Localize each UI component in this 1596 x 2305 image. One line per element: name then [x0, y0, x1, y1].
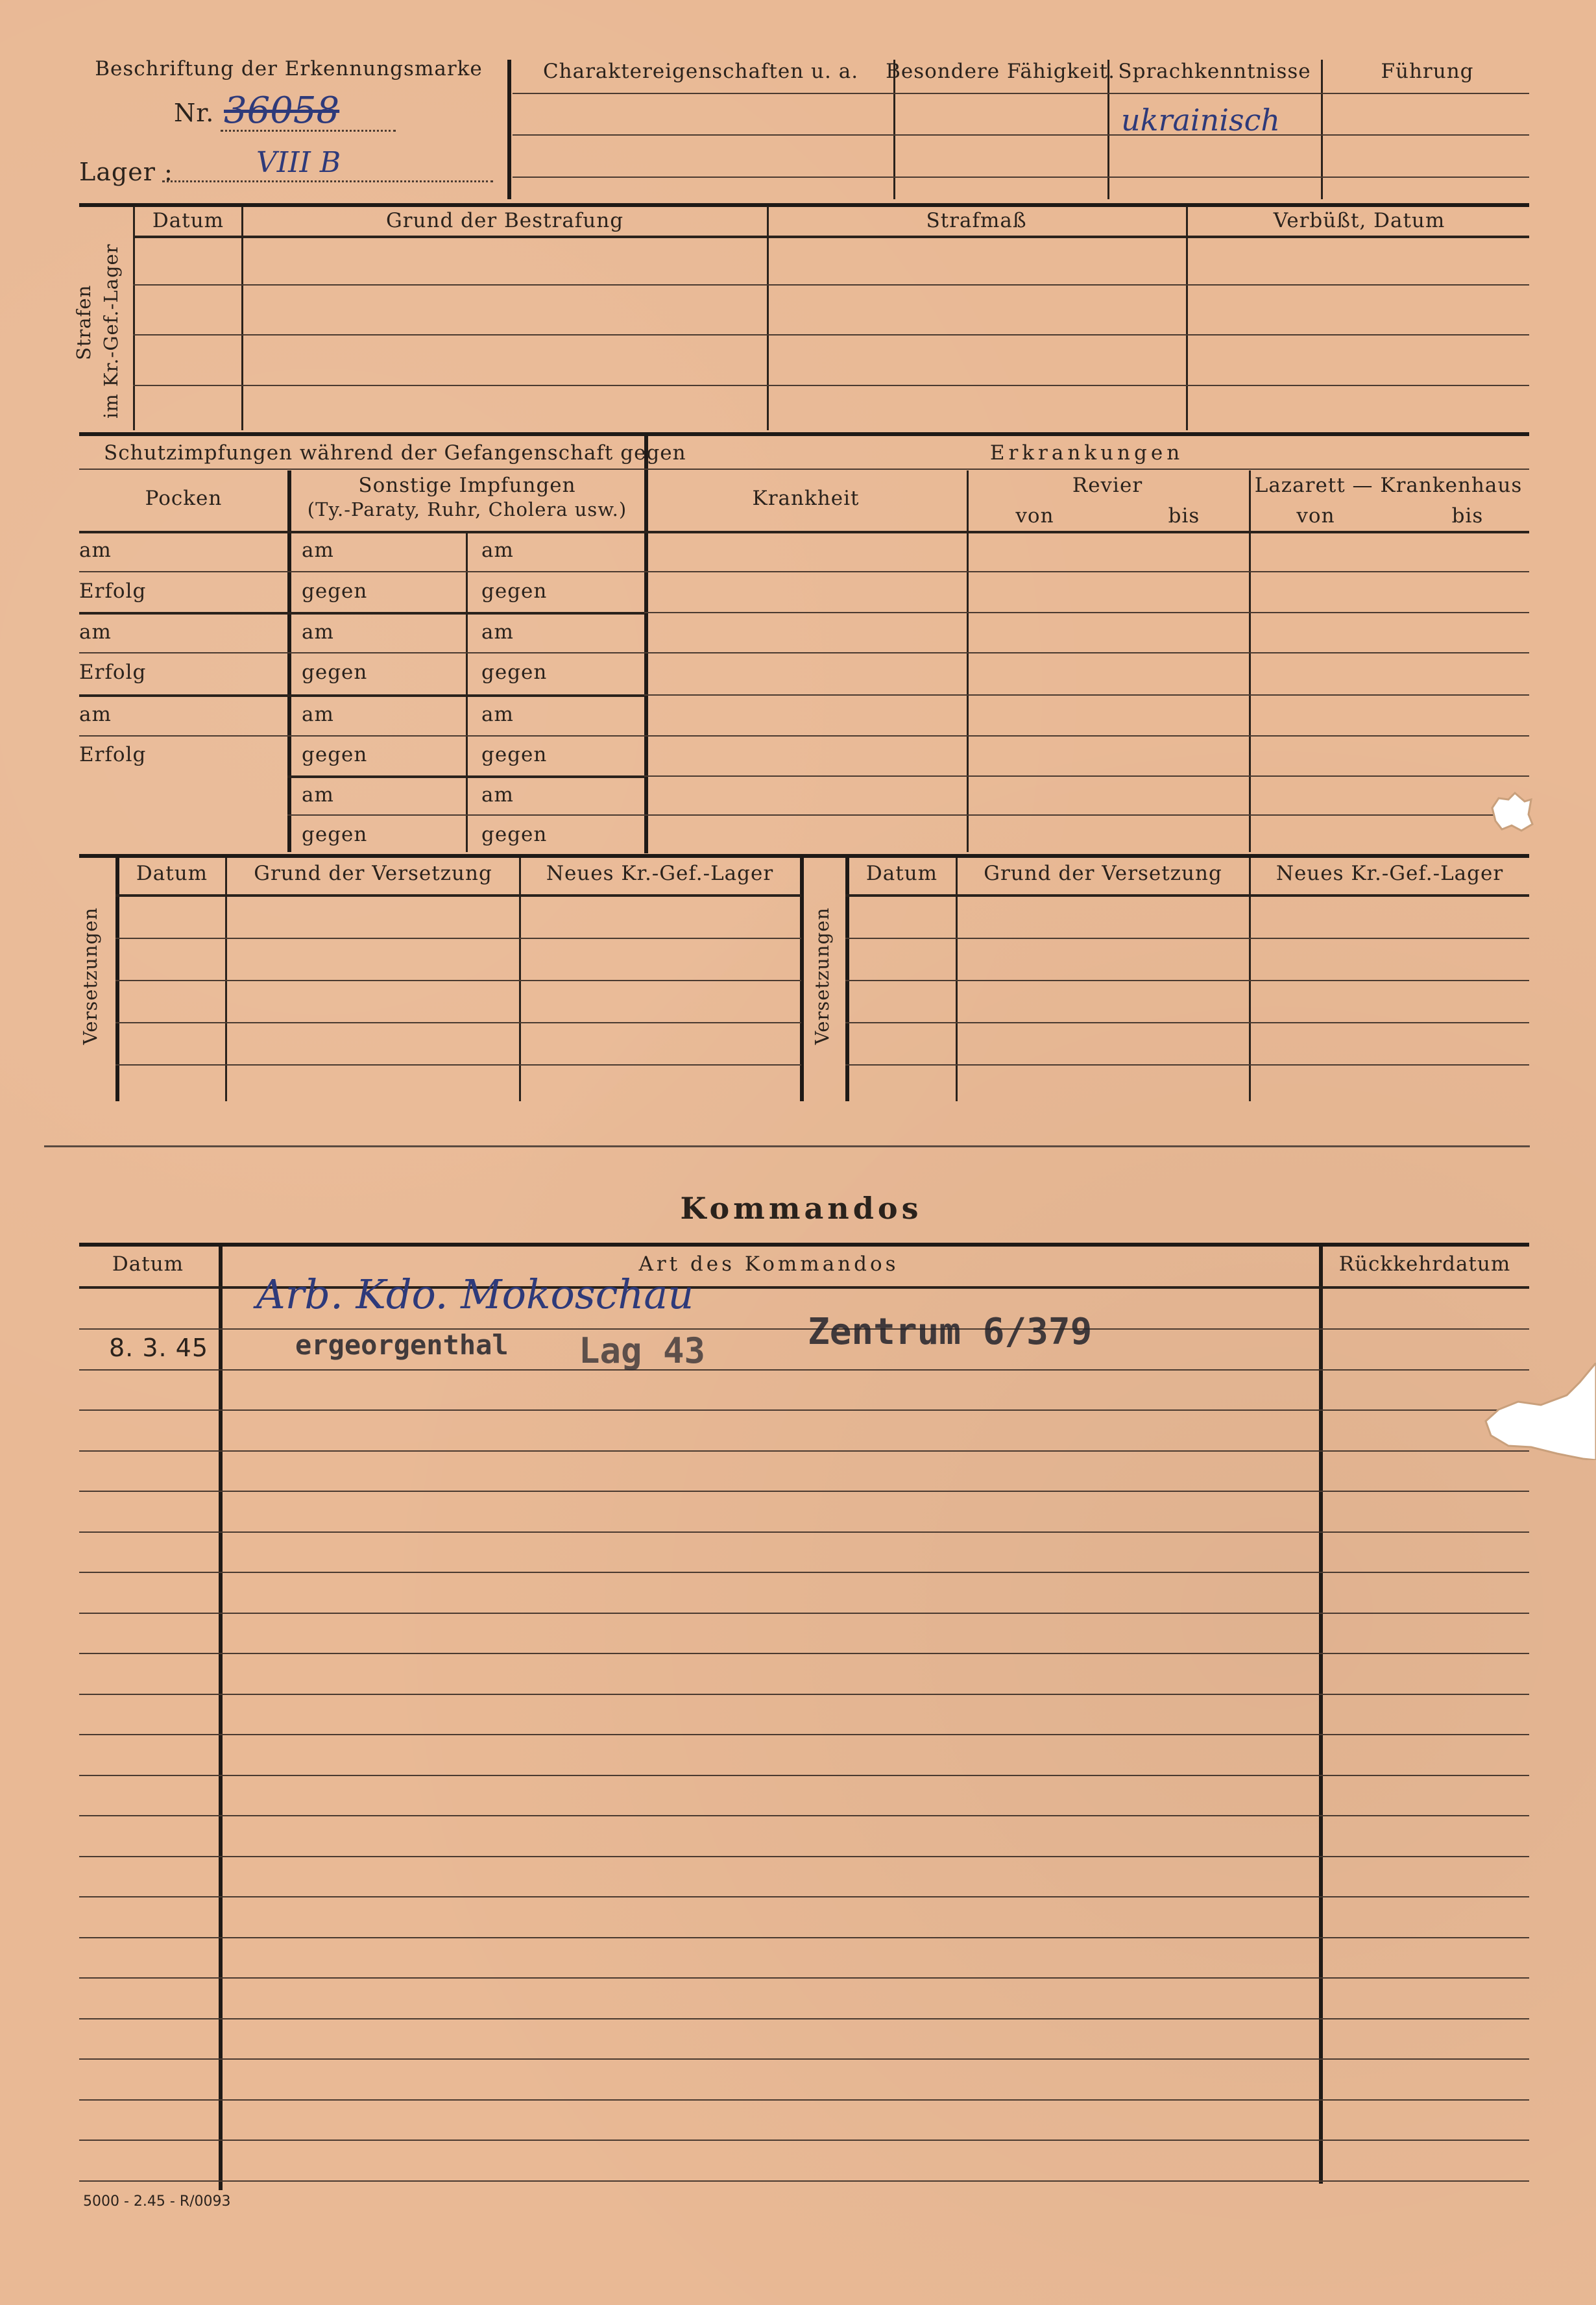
- pox-row: am: [79, 703, 112, 726]
- rule: [79, 694, 645, 697]
- transfer-col-date: Datum: [865, 862, 938, 885]
- vacc-title: Schutzimpfungen während der Gefangenschaft gegen: [104, 441, 686, 465]
- penalty-col-date: Datum: [152, 209, 224, 232]
- pox-row: am: [79, 620, 112, 644]
- kommando-rule: [79, 1450, 1529, 1452]
- rule: [644, 775, 1529, 777]
- kommando-rule: [79, 1531, 1529, 1533]
- transfer-side-label-left: Versetzungen: [79, 907, 101, 1045]
- kommando-rule: [79, 1694, 1529, 1695]
- rule: [79, 612, 645, 615]
- penalty-side-label-2: im Kr.-Gef.-Lager: [100, 243, 122, 419]
- vacc-row: am: [302, 539, 334, 562]
- penalty-col-served: Verbüßt, Datum: [1273, 209, 1445, 232]
- vacc-row: am: [302, 783, 334, 807]
- kommando-rule: [79, 1977, 1529, 1979]
- pox-row: Erfolg: [79, 579, 147, 603]
- vacc-row: gegen: [481, 823, 548, 846]
- rule: [845, 980, 1529, 981]
- rule: [133, 284, 1529, 286]
- vacc-row: am: [302, 703, 334, 726]
- transfer-col-reason: Grund der Versetzung: [254, 862, 492, 885]
- rule: [115, 938, 801, 939]
- rule: [845, 894, 1529, 897]
- rule: [133, 334, 1529, 335]
- language-label: Sprachkenntnisse: [1118, 60, 1311, 83]
- ill-divider: [967, 470, 969, 852]
- penalty-divider: [133, 206, 135, 430]
- vacc-row: gegen: [481, 579, 548, 603]
- kommando-divider: [1319, 1246, 1323, 2184]
- print-code: 5000 - 2.45 - R/0093: [83, 2193, 231, 2210]
- hospital-label: Lazarett — Krankenhaus: [1254, 474, 1523, 497]
- revier-from: von: [1015, 504, 1054, 528]
- character-label: Charaktereigenschaften u. a.: [542, 60, 859, 83]
- other-vacc-label-1: Sonstige Impfungen: [358, 474, 576, 497]
- lager-underline: [162, 180, 493, 182]
- kommando-rule: [79, 1815, 1529, 1816]
- vacc-row: gegen: [302, 579, 368, 603]
- hospital-to: bis: [1451, 504, 1484, 528]
- section-border: [79, 1243, 1529, 1247]
- rule: [133, 385, 1529, 386]
- kommando-rule: [79, 1572, 1529, 1573]
- penalty-divider: [767, 206, 769, 430]
- kommandos-title: Kommandos: [680, 1191, 923, 1226]
- penalty-divider: [1186, 206, 1188, 430]
- rule: [513, 134, 1529, 136]
- rule: [115, 894, 801, 897]
- penalty-col-sentence: Strafmaß: [926, 209, 1027, 232]
- lager-label: Lager :: [79, 158, 173, 186]
- section-border: [79, 203, 1529, 207]
- rule: [287, 775, 645, 778]
- rule: [79, 531, 1529, 533]
- transfer-side-label-right: Versetzungen: [811, 907, 833, 1045]
- fold-line: [44, 1145, 1530, 1147]
- ill-divider: [1249, 470, 1251, 852]
- rule: [644, 694, 1529, 696]
- rule: [115, 980, 801, 981]
- kommando-entry-handwritten: Arb. Kdo. Mokoschau: [256, 1271, 694, 1318]
- revier-label: Revier: [1072, 474, 1143, 497]
- vacc-ill-divider: [644, 435, 648, 853]
- tag-label: Beschriftung der Erkennungsmarke: [95, 57, 483, 80]
- kommando-stamp-2: Lag 43: [579, 1330, 706, 1371]
- section-border: [79, 432, 1529, 436]
- rule: [133, 236, 1529, 238]
- language-value: ukrainisch: [1121, 103, 1280, 138]
- kommando-entry-date: 8. 3. 45: [109, 1334, 209, 1362]
- vacc-divider: [287, 470, 291, 852]
- abilities-label: Besondere Fähigkeit.: [886, 60, 1115, 83]
- rule: [845, 938, 1529, 939]
- vacc-row: am: [481, 620, 514, 644]
- kommando-rule: [79, 1856, 1529, 1857]
- kommando-rule: [79, 2018, 1529, 2019]
- kommando-rule: [79, 1896, 1529, 1897]
- rule: [79, 652, 1529, 653]
- vacc-row: am: [481, 703, 514, 726]
- kommando-rule: [79, 1409, 1529, 1411]
- section-border: [79, 854, 1529, 858]
- hospital-from: von: [1296, 504, 1335, 528]
- rule: [79, 469, 1529, 470]
- kommando-stamp-3: Zentrum 6/379: [808, 1311, 1093, 1353]
- kommando-rule: [79, 1937, 1529, 1938]
- pox-row: Erfolg: [79, 743, 147, 766]
- transfer-col-camp: Neues Kr.-Gef.-Lager: [546, 862, 774, 885]
- lager-value: VIII B: [256, 146, 341, 179]
- kommando-rule: [79, 2099, 1529, 2101]
- ill-title: Erkrankungen: [989, 441, 1184, 465]
- rule: [115, 1064, 801, 1066]
- kommando-rule: [79, 1613, 1529, 1614]
- nr-underline: [221, 130, 396, 132]
- penalty-col-reason: Grund der Bestrafung: [385, 209, 624, 232]
- rule: [115, 1022, 801, 1023]
- kommando-rule: [79, 1653, 1529, 1654]
- kommando-rule: [79, 2058, 1529, 2060]
- rule: [513, 93, 1529, 94]
- nr-label: Nr.: [174, 99, 215, 127]
- header-divider: [1321, 60, 1323, 199]
- kommando-rule: [79, 1369, 1529, 1371]
- pox-label: Pocken: [145, 487, 223, 510]
- revier-to: bis: [1168, 504, 1200, 528]
- vacc-row: gegen: [302, 823, 368, 846]
- vacc-row: am: [481, 539, 514, 562]
- vacc-row: gegen: [481, 743, 548, 766]
- pox-row: Erfolg: [79, 661, 147, 684]
- torn-edge: [1479, 1363, 1596, 1460]
- kommando-rule: [79, 2180, 1529, 2182]
- kommando-rule: [79, 1775, 1529, 1776]
- transfer-col-date: Datum: [136, 862, 208, 885]
- transfer-col-camp: Neues Kr.-Gef.-Lager: [1276, 862, 1504, 885]
- kommando-divider: [219, 1246, 223, 2190]
- nr-value: 36058: [224, 90, 340, 132]
- rule: [845, 1022, 1529, 1023]
- vacc-divider: [466, 531, 468, 852]
- vacc-row: gegen: [302, 743, 368, 766]
- vacc-row: gegen: [302, 661, 368, 684]
- penalty-side-label-1: Strafen: [73, 284, 95, 360]
- rule: [79, 571, 1529, 572]
- vacc-row: am: [302, 620, 334, 644]
- other-vacc-label-2: (Ty.-Paraty, Ruhr, Cholera usw.): [307, 498, 627, 520]
- kommando-col-date: Datum: [112, 1252, 184, 1276]
- kommando-rule: [79, 1491, 1529, 1492]
- torn-hole: [1486, 785, 1538, 837]
- vacc-row: am: [481, 783, 514, 807]
- penalty-divider: [241, 206, 243, 430]
- kommando-stamp-1: ergeorgenthal: [295, 1329, 509, 1361]
- header-divider: [507, 60, 511, 199]
- vacc-row: gegen: [481, 661, 548, 684]
- rule: [644, 612, 1529, 613]
- rule: [79, 735, 1529, 737]
- kommando-rule: [79, 1734, 1529, 1735]
- transfer-col-reason: Grund der Versetzung: [984, 862, 1222, 885]
- pox-row: am: [79, 539, 112, 562]
- rule: [287, 814, 1529, 816]
- kommando-rule: [79, 2140, 1529, 2141]
- rule: [845, 1064, 1529, 1066]
- conduct-label: Führung: [1381, 60, 1474, 83]
- kommando-col-type: Art des Kommandos: [638, 1252, 899, 1276]
- disease-label: Krankheit: [752, 487, 860, 510]
- rule: [513, 177, 1529, 178]
- kommando-col-return: Rückkehrdatum: [1338, 1252, 1511, 1276]
